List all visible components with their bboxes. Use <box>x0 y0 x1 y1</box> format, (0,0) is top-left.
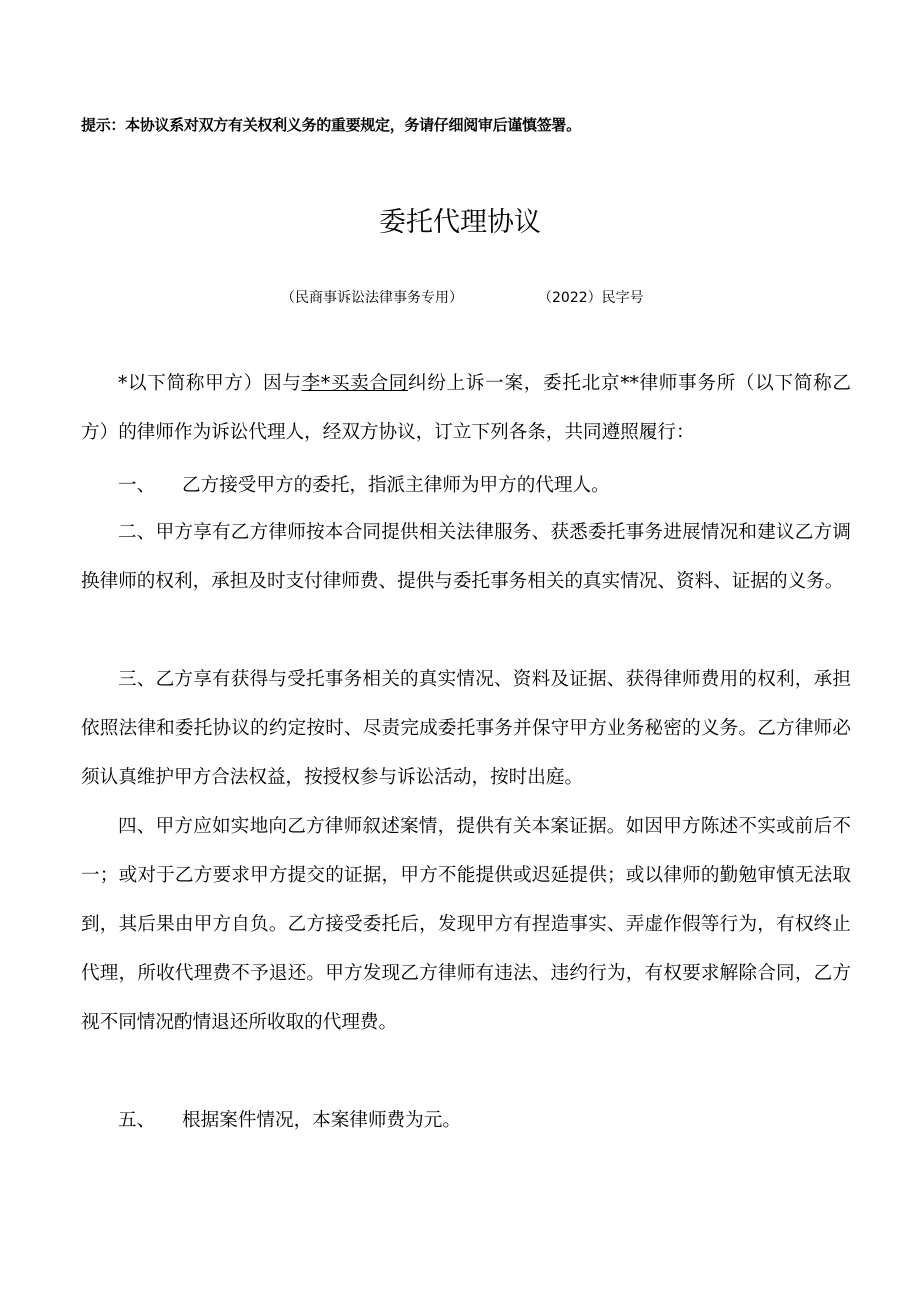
intro-case-name: 李*买卖合同 <box>301 373 409 394</box>
clause-5-text: 根据案件情况，本案律师费为元。 <box>182 1110 461 1131</box>
clause-3 <box>81 655 851 802</box>
clause-3-number: 三、 <box>118 669 156 690</box>
clause-3-text: 乙方享有获得与受托事务相关的真实情况、资料及证据、获得律师费用的权利，承担依照法律和委托协议的约定按时、尽责完成委托事务并保守甲方业务秘密的义务。乙方律师必须认真维护甲方合法权益，按授权参与诉讼活动，按时出庭。 <box>81 669 851 788</box>
clause-1-text: 乙方接受甲方的委托，指派主律师为甲方的代理人。 <box>182 475 610 496</box>
intro-prefix: *以下简称甲方）因与 <box>118 373 302 394</box>
clause-5-number: 五、 <box>118 1110 156 1131</box>
clause-2-number: 二、 <box>118 522 156 543</box>
document-title: 委托代理协议 <box>379 207 541 238</box>
subtitle-usage: （民商事诉讼法律事务专用） <box>281 290 463 306</box>
clause-1 <box>118 471 610 497</box>
subtitle-case-number: （2022）民字号 <box>538 290 644 306</box>
clause-5 <box>118 1106 461 1132</box>
clause-2 <box>81 508 851 606</box>
clause-4-text: 甲方应如实地向乙方律师叙述案情，提供有关本案证据。如因甲方陈述不实或前后不一；或对于乙方要求甲方提交的证据，甲方不能提供或迟延提供；或以律师的勤勉审慎无法取到，其后果由甲方自负。乙方接受委托后，发现甲方有捏造事实、弄虚作假等行为，有权终止代理，所收代理费不予退还。甲方发现乙方律师有违法、违约行为，有权要求解除合同，乙方视不同情况酌情退还所收取的代理费。 <box>81 816 851 1033</box>
clause-1-number: 一、 <box>118 475 156 496</box>
notice-text: 提示：本协议系对双方有关权利义务的重要规定，务请仔细阅审后谨慎签署。 <box>81 116 581 134</box>
intro-paragraph <box>81 359 851 457</box>
clause-4 <box>81 802 851 1047</box>
clause-2-text: 甲方享有乙方律师按本合同提供相关法律服务、获悉委托事务进展情况和建议乙方调换律师的权利，承担及时支付律师费、提供与委托事务相关的真实情况、资料、证据的义务。 <box>81 522 851 592</box>
intro-suffix: 纠纷上诉一案，委托北京**律师事务所（以下简称乙方）的律师作为诉讼代理人，经双方协议，订立下列各条，共同遵照履行： <box>81 373 851 443</box>
clause-4-number: 四、 <box>118 816 156 837</box>
